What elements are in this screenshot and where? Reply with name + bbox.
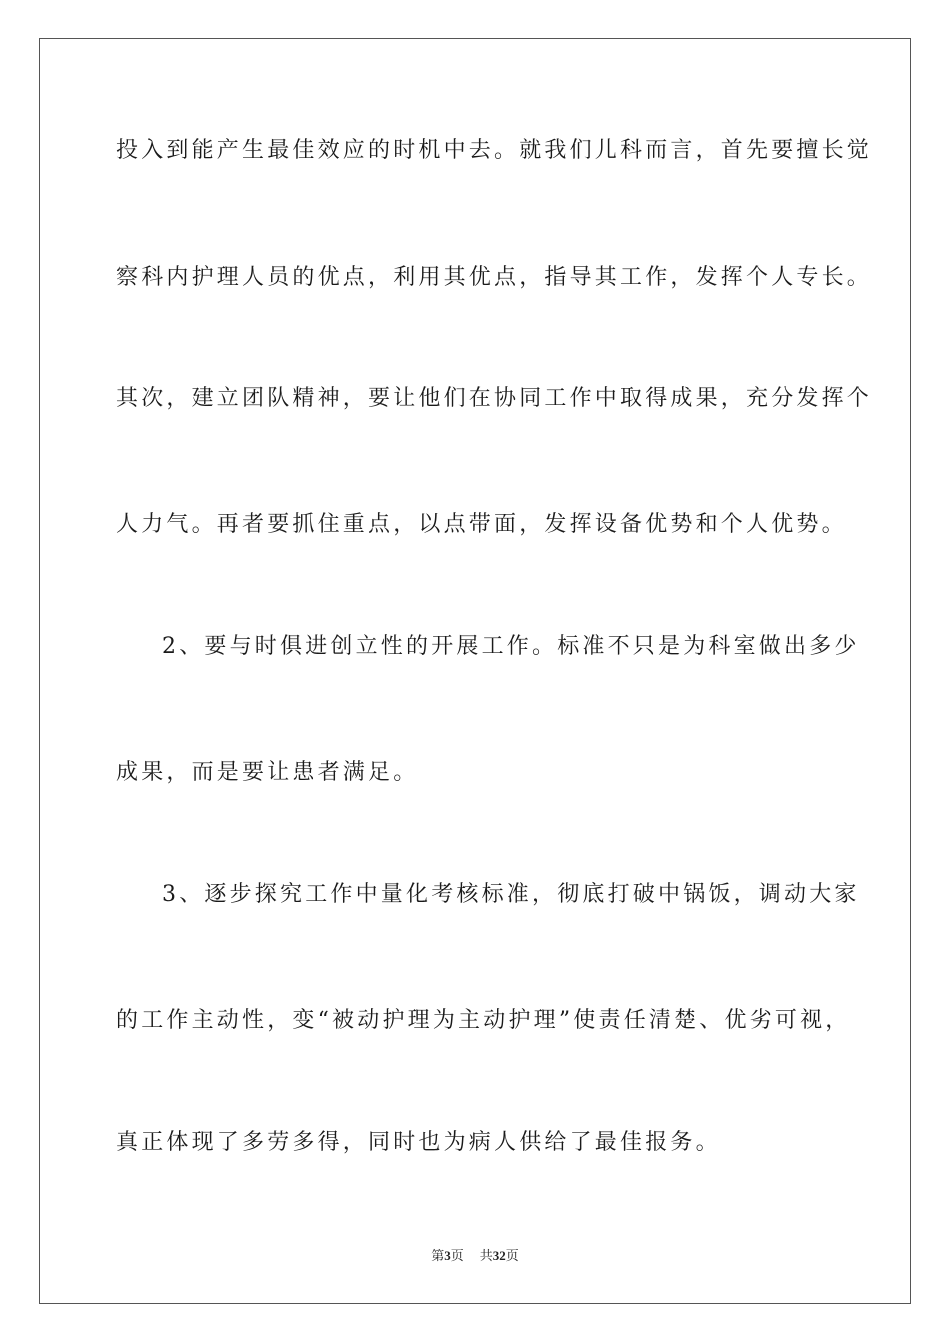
paragraph-3-line-2: 的工作主动性，变“被动护理为主动护理”使责任清楚、优劣可视， (116, 1008, 851, 1033)
page-prefix: 第 (431, 1249, 445, 1264)
total-suffix: 页 (505, 1249, 519, 1264)
text-line-2: 察科内护理人员的优点，利用其优点，指导其工作，发挥个人专长。 (116, 265, 873, 290)
paragraph-3-line-1: 3、逐步探究工作中量化考核标准，彻底打破中锅饭，调动大家 (162, 882, 860, 907)
total-prefix: 共 (479, 1249, 493, 1264)
page-border (39, 38, 911, 1304)
text-line-4: 人力气。再者要抓住重点，以点带面，发挥设备优势和个人优势。 (116, 512, 847, 537)
text-line-1: 投入到能产生最佳效应的时机中去。就我们儿科而言，首先要擅长觉 (116, 138, 873, 163)
text-line-3: 其次，建立团队精神，要让他们在协同工作中取得成果，充分发挥个 (116, 386, 873, 411)
paragraph-3-line-3: 真正体现了多劳多得，同时也为病人供给了最佳报务。 (116, 1130, 721, 1155)
paragraph-2-line-1: 2、要与时俱进创立性的开展工作。标准不只是为科室做出多少 (162, 634, 860, 659)
total-pages: 32 (492, 1248, 506, 1263)
paragraph-2-line-2: 成果，而是要让患者满足。 (116, 760, 419, 785)
page-suffix: 页 (450, 1249, 464, 1264)
page-number: 3 (444, 1248, 451, 1263)
page-footer (0, 1245, 950, 1264)
